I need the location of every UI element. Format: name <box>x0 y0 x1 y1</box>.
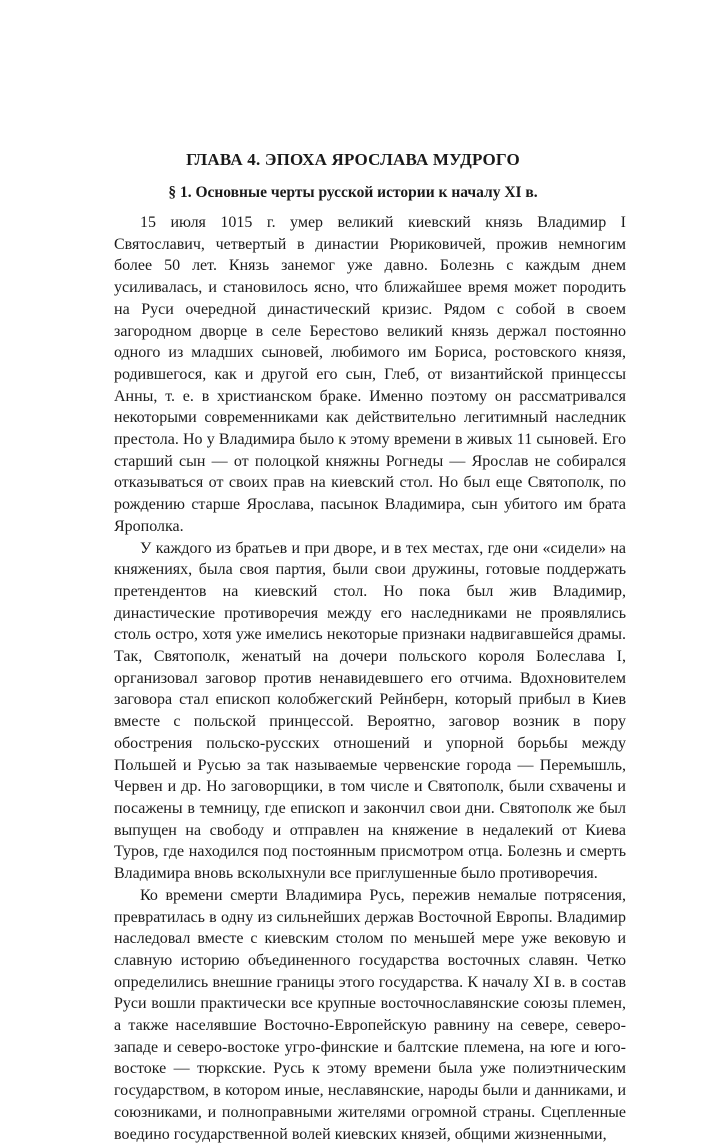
paragraph: Ко времени смерти Владимира Русь, пережив немалые потрясения, превратилась в одну из сильнейших держав Восточной Европы. Владимир наследовал вместе с киевским столом по меньшей мере уже вековую и славную историю объединенного государства восточных славян. Четко определились внешние границы этого государства. К началу XI в. в состав Руси вошли практически все крупные восточнославянские союзы племен, а также населявшие Восточно-Европейскую равнину на севере, северо-западе и северо-востоке угро-финские и балтские племена, на юге и юго-востоке — тюркские. Русь к этому времени была уже полиэтническим государством, в котором иные, неславянские, народы были и данниками, и союзниками, и полноправными жителями огромной страны. Сцепленные воедино государственной волей киевских князей, общими жизненными, <box>114 886 626 1143</box>
section-title: § 1. Основные черты русской истории к началу XI в. <box>168 184 538 201</box>
paragraph: 15 июля 1015 г. умер великий киевский князь Владимир I Святославич, четвертый в династии Рюриковичей, прожив немногим более 50 лет. Князь занемог уже давно. Болезнь с каждым днем усиливалась, и становилось ясно, что ближайшее время может породить на Руси очередной династический кризис. Рядом с собой в своем загородном дворце в селе Берестово великий князь держал постоянно одного из младших сыновей, любимого им Бориса, ростовского князя, родившегося, как и другой его сын, Глеб, от византийской принцессы Анны, т. е. в христианском браке. Именно поэтому он рассматривался некоторыми современниками как действительно легитимный наследник престола. Но у Владимира было к этому времени в живых 11 сыновей. Его старший сын — от полоцкой княжны Рогнеды — Ярослав не собирался отказываться от своих прав на киевский стол. Но был еще Святополк, по рождению старше Ярослава, пасынок Владимира, сын убитого им брата Ярополка. <box>114 214 626 535</box>
chapter-title: ГЛАВА 4. ЭПОХА ЯРОСЛАВА МУДРОГО <box>186 150 520 169</box>
body-text <box>114 212 626 1145</box>
paragraph: У каждого из братьев и при дворе, и в тех местах, где они «сидели» на княжениях, была своя партия, были свои дружины, готовые поддержать претендентов на киевский стол. Но пока был жив Владимир, династические противоречия между его наследниками не проявлялись столь остро, хотя уже имелись некоторые признаки надвигавшейся драмы. Так, Святополк, женатый на дочери польского короля Болеслава I, организовал заговор против ненавидевшего его отчима. Вдохновителем заговора стал епископ колобжегский Рейнберн, который прибыл в Киев вместе с польской принцессой. Вероятно, заговор возник в пору обострения польско-русских отношений и упорной борьбы между Польшей и Русью за так называемые червенские города — Перемышль, Червен и др. Но заговорщики, в том числе и Святополк, были схвачены и посажены в темницу, где епископ и закончил свои дни. Святополк же был выпущен на свободу и отправлен на княжение в недалекий от Киева Туров, где находился под постоянным присмотром отца. Болезнь и смерть Владимира вновь всколыхнули все приглушенные было противоречия. <box>114 539 626 883</box>
